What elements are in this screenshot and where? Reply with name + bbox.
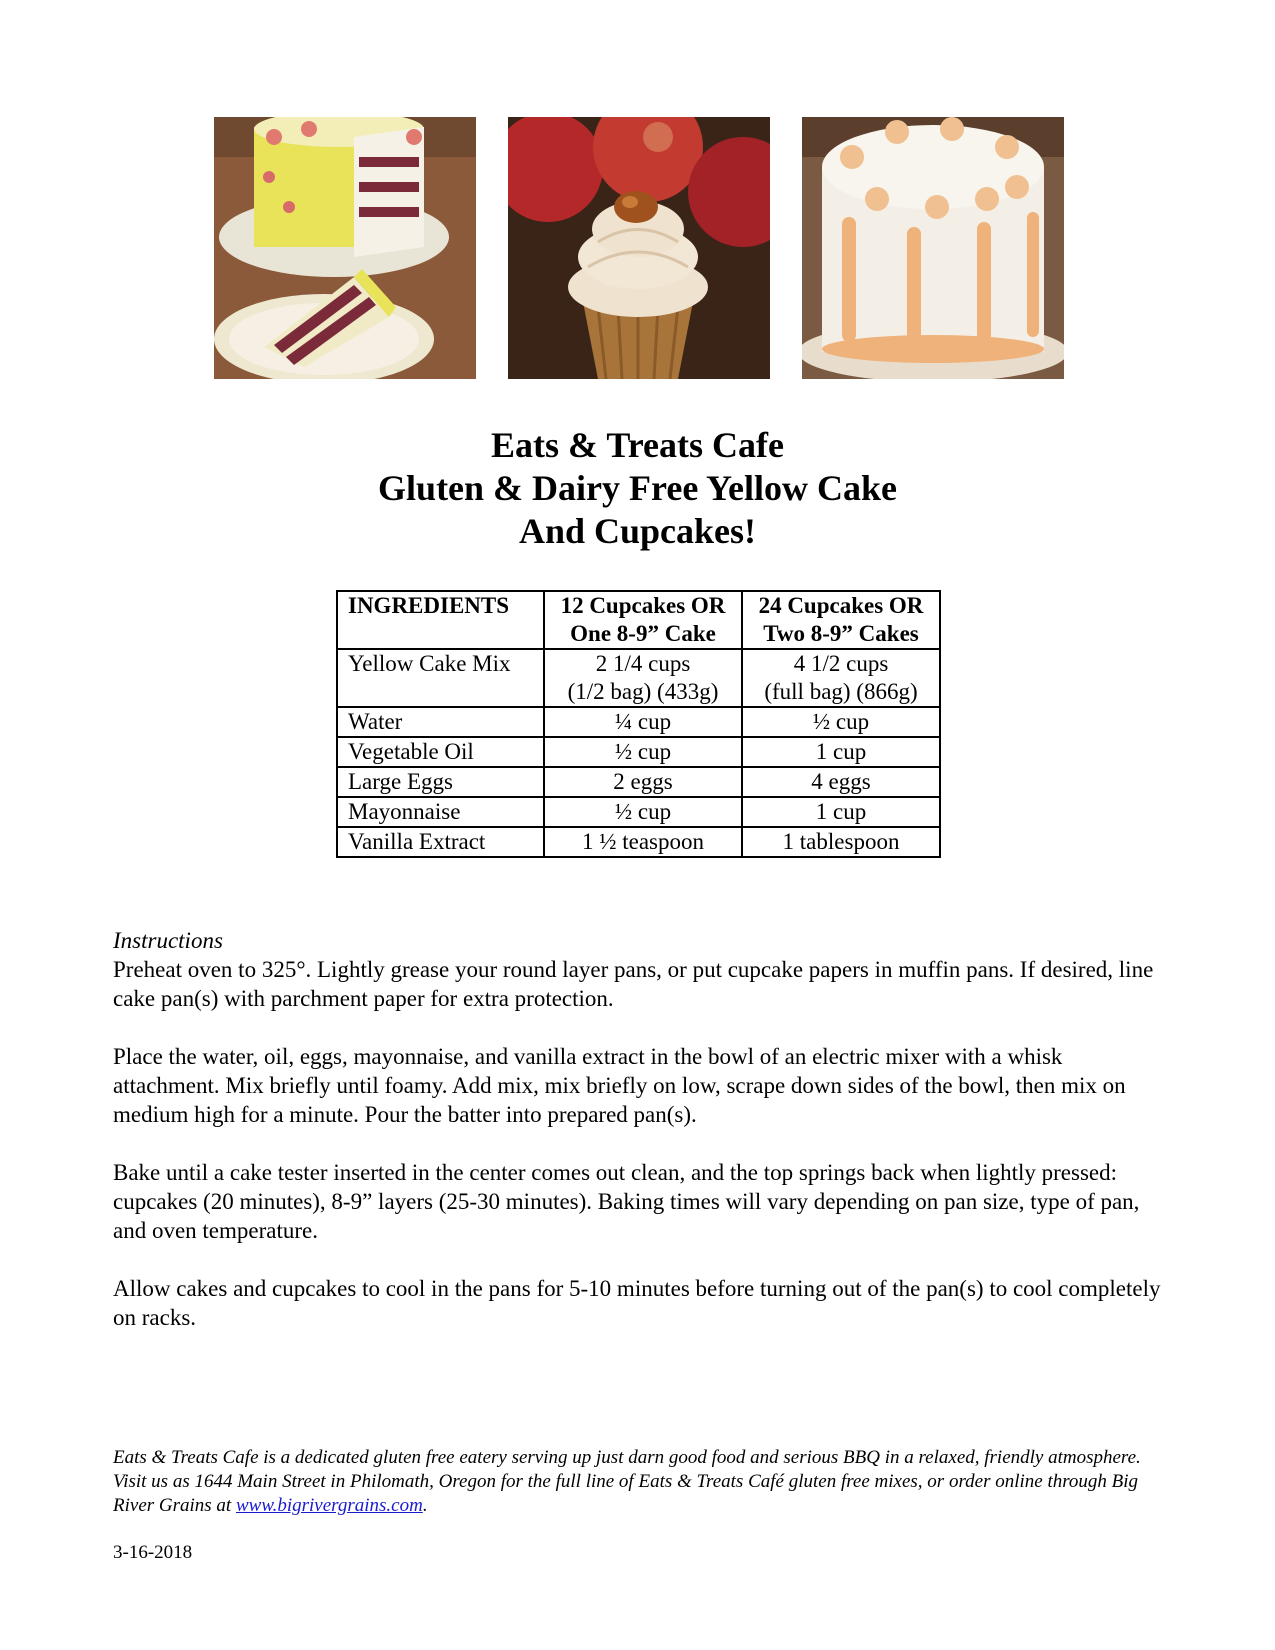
instructions-heading: Instructions [113,928,223,953]
table-row [337,827,940,857]
amount-12: ½ cup [544,797,742,827]
frosted-cake-icon [802,117,1064,379]
ingredient-name: Vegetable Oil [337,737,544,767]
header-ingredients: INGREDIENTS [337,591,544,649]
footer-end: . [422,1495,428,1516]
amount-24: 4 eggs [742,767,940,797]
apple-cupcake-photo [508,117,770,379]
ingredient-name: Yellow Cake Mix [337,649,544,707]
table-row [337,797,940,827]
table-row [337,737,940,767]
title-line-3: And Cupcakes! [518,511,757,551]
footer-text: Eats & Treats Cafe is a dedicated gluten free eatery serving up just darn good food and serious BBQ in a relaxed, friendly atmosphere. Visit us as 1644 Main Street in Philomath, Oregon for the full line of Eats & Treats Café gluten free mixes, or order online through Big River Grains at [113,1447,1141,1516]
amount-12: ¼ cup [544,707,742,737]
table-row [337,767,940,797]
ingredient-name: Mayonnaise [337,797,544,827]
instruction-paragraph: Preheat oven to 325°. Lightly grease your round layer pans, or put cupcake papers in muffin pans. If desired, line cake pan(s) with parchment paper for extra protection. [113,957,1154,1011]
title-line-2: Gluten & Dairy Free Yellow Cake [378,468,897,508]
amount-24: 1 cup [742,737,940,767]
frosted-cake-photo [802,117,1064,379]
layer-cake-photo [214,117,476,379]
instruction-paragraph: Place the water, oil, eggs, mayonnaise, and vanilla extract in the bowl of an electric mixer with a whisk attachment. Mix briefly until foamy. Add mix, mix briefly on low, scrape down sides of the bowl, then mix on medium high for a minute. Pour the batter into prepared pan(s). [113,1044,1126,1127]
table-row [337,649,940,707]
footer-note [113,1446,1173,1518]
ingredient-name: Large Eggs [337,767,544,797]
ingredient-name: Water [337,707,544,737]
amount-24: 1 tablespoon [742,827,940,857]
table-row [337,707,940,737]
title-line-1: Eats & Treats Cafe [491,425,784,465]
header-12-cupcakes: 12 Cupcakes OR One 8-9” Cake [544,591,742,649]
amount-12: 2 eggs [544,767,742,797]
ingredients-table [336,590,941,858]
table-header-row [337,591,940,649]
amount-24: 1 cup [742,797,940,827]
instruction-paragraph: Allow cakes and cupcakes to cool in the pans for 5-10 minutes before turning out of the pan(s) to cool completely on racks. [113,1276,1161,1330]
ingredient-name: Vanilla Extract [337,827,544,857]
amount-24: 4 1/2 cups (full bag) (866g) [742,649,940,707]
amount-12: 2 1/4 cups (1/2 bag) (433g) [544,649,742,707]
amount-24: ½ cup [742,707,940,737]
apple-cupcake-icon [508,117,770,379]
instructions-section [113,926,1173,1361]
amount-12: 1 ½ teaspoon [544,827,742,857]
instruction-paragraph: Bake until a cake tester inserted in the center comes out clean, and the top springs back when lightly pressed: cupcakes (20 minutes), 8-9” layers (25-30 minutes). Baking times will vary depending on pan size, type of pan, and oven temperature. [113,1160,1140,1243]
amount-12: ½ cup [544,737,742,767]
big-river-grains-link[interactable]: www.bigrivergrains.com [235,1495,423,1516]
layer-cake-slice-icon [214,117,476,379]
document-date: 3-16-2018 [113,1542,193,1563]
header-24-cupcakes: 24 Cupcakes OR Two 8-9” Cakes [742,591,940,649]
recipe-title [0,424,1275,553]
